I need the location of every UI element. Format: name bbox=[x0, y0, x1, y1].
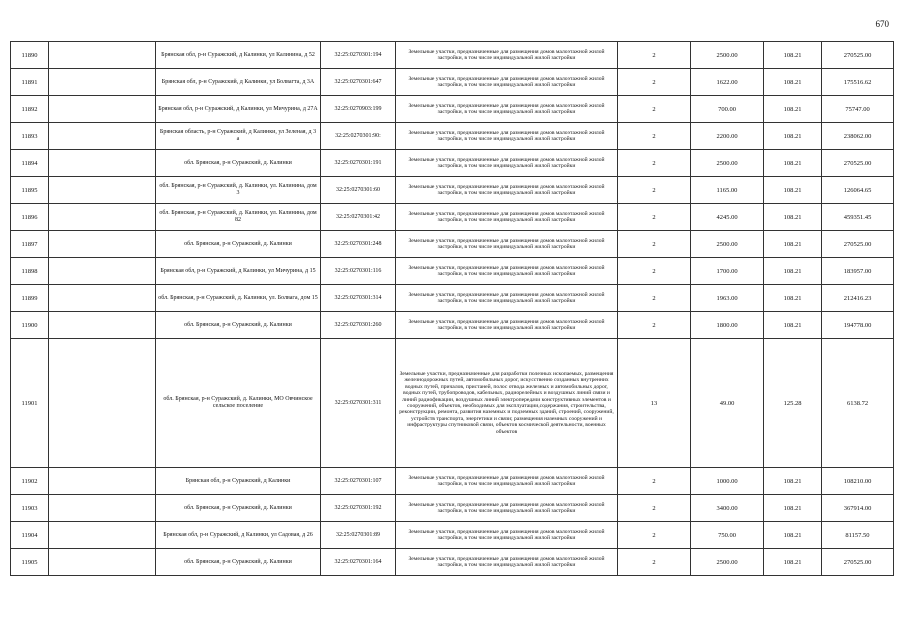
empty-cell bbox=[49, 549, 156, 576]
specific-value-cell: 125.28 bbox=[764, 339, 822, 468]
land-use-cell: Земельные участки, предназначенные для размещения домов малоэтажной жилой застройки, в том числе индивидуальной жилой застройки bbox=[396, 495, 618, 522]
table-row bbox=[11, 231, 894, 258]
cadastral-number-cell: 32:25:0270301:42 bbox=[321, 204, 396, 231]
specific-value-cell: 108.21 bbox=[764, 150, 822, 177]
cadastral-number-cell: 32:25:0270301:116 bbox=[321, 258, 396, 285]
area-cell: 1963.00 bbox=[691, 285, 764, 312]
table-row bbox=[11, 177, 894, 204]
address-cell: Брянская обл, р-н Суражский, д Калинки, ул Садовая, д 26 bbox=[156, 522, 321, 549]
cadastral-number-cell: 32:25:0270903:199 bbox=[321, 96, 396, 123]
row-number-cell: 11893 bbox=[11, 123, 49, 150]
cadastral-value-cell: 367914.00 bbox=[822, 495, 894, 522]
address-cell: Брянская обл, р-н Суражский, д Калинки, ул Мичурина, д 15 bbox=[156, 258, 321, 285]
cadastral-value-cell: 81157.50 bbox=[822, 522, 894, 549]
land-use-cell: Земельные участки, предназначенные для размещения домов малоэтажной жилой застройки, в том числе индивидуальной жилой застройки bbox=[396, 150, 618, 177]
address-cell: обл. Брянская, р-н Суражский, д. Калинки, ул. Калинина, дом 3 bbox=[156, 177, 321, 204]
cadastral-number-cell: 32:25:0270301:194 bbox=[321, 42, 396, 69]
land-use-cell: Земельные участки, предназначенные для разработки полезных ископаемых, размещения железнодорожных путей, автомобильных дорог, искусственно созданных внутренних водных путей, причалов, пристаней, полос отвода железных и автомобильных дорог, водных путей, трубопроводов, кабельных, радиорелейных и воздушных линий связи и линий радиофикации, воздушных линий электропередачи конструктивных элементов и сооружений, объектов, необходимых для эксплуатации,содержания, строительства, реконструкции, ремонта, развития наземных и подземных зданий, строений, сооружений, устройств транспорта, энергетики и связи; размещения наземных сооружений и инфраструктуры спутниковой связи, объектов космической деятельности, военных объектов bbox=[396, 339, 618, 468]
empty-cell bbox=[49, 468, 156, 495]
land-use-cell: Земельные участки, предназначенные для размещения домов малоэтажной жилой застройки, в том числе индивидуальной жилой застройки bbox=[396, 285, 618, 312]
specific-value-cell: 108.21 bbox=[764, 69, 822, 96]
empty-cell bbox=[49, 96, 156, 123]
specific-value-cell: 108.21 bbox=[764, 549, 822, 576]
use-group-cell: 2 bbox=[618, 285, 691, 312]
cadastral-value-table bbox=[10, 41, 894, 576]
table-row bbox=[11, 258, 894, 285]
empty-cell bbox=[49, 495, 156, 522]
area-cell: 1800.00 bbox=[691, 312, 764, 339]
cadastral-value-cell: 183957.00 bbox=[822, 258, 894, 285]
land-use-cell: Земельные участки, предназначенные для размещения домов малоэтажной жилой застройки, в том числе индивидуальной жилой застройки bbox=[396, 96, 618, 123]
table-row bbox=[11, 123, 894, 150]
address-cell: обл. Брянская, р-н Суражский, д. Калинки bbox=[156, 231, 321, 258]
empty-cell bbox=[49, 522, 156, 549]
specific-value-cell: 108.21 bbox=[764, 231, 822, 258]
cadastral-value-cell: 6138.72 bbox=[822, 339, 894, 468]
area-cell: 1000.00 bbox=[691, 468, 764, 495]
empty-cell bbox=[49, 177, 156, 204]
cadastral-value-cell: 194778.00 bbox=[822, 312, 894, 339]
specific-value-cell: 108.21 bbox=[764, 177, 822, 204]
use-group-cell: 2 bbox=[618, 42, 691, 69]
cadastral-number-cell: 32:25:0270301:311 bbox=[321, 339, 396, 468]
land-use-cell: Земельные участки, предназначенные для размещения домов малоэтажной жилой застройки, в том числе индивидуальной жилой застройки bbox=[396, 468, 618, 495]
specific-value-cell: 108.21 bbox=[764, 495, 822, 522]
use-group-cell: 2 bbox=[618, 204, 691, 231]
use-group-cell: 2 bbox=[618, 258, 691, 285]
use-group-cell: 2 bbox=[618, 522, 691, 549]
land-use-cell: Земельные участки, предназначенные для размещения домов малоэтажной жилой застройки, в том числе индивидуальной жилой застройки bbox=[396, 312, 618, 339]
cadastral-number-cell: 32:25:0270301:314 bbox=[321, 285, 396, 312]
use-group-cell: 2 bbox=[618, 96, 691, 123]
cadastral-number-cell: 32:25:0270301:647 bbox=[321, 69, 396, 96]
table-row bbox=[11, 339, 894, 468]
row-number-cell: 11900 bbox=[11, 312, 49, 339]
empty-cell bbox=[49, 231, 156, 258]
row-number-cell: 11901 bbox=[11, 339, 49, 468]
use-group-cell: 2 bbox=[618, 495, 691, 522]
cadastral-number-cell: 32:25:0270301:90: bbox=[321, 123, 396, 150]
row-number-cell: 11905 bbox=[11, 549, 49, 576]
area-cell: 49.00 bbox=[691, 339, 764, 468]
cadastral-value-cell: 108210.00 bbox=[822, 468, 894, 495]
table-row bbox=[11, 495, 894, 522]
land-use-cell: Земельные участки, предназначенные для размещения домов малоэтажной жилой застройки, в том числе индивидуальной жилой застройки bbox=[396, 231, 618, 258]
address-cell: Брянская обл, р-н Суражский, д Калинки, ул Болвагта, д 3А bbox=[156, 69, 321, 96]
area-cell: 1622.00 bbox=[691, 69, 764, 96]
row-number-cell: 11895 bbox=[11, 177, 49, 204]
use-group-cell: 13 bbox=[618, 339, 691, 468]
area-cell: 1165.00 bbox=[691, 177, 764, 204]
use-group-cell: 2 bbox=[618, 177, 691, 204]
address-cell: обл. Брянская, р-н Суражский, д. Калинки, ул. Калинина, дом 82 bbox=[156, 204, 321, 231]
cadastral-number-cell: 32:25:0270301:192 bbox=[321, 495, 396, 522]
land-use-cell: Земельные участки, предназначенные для размещения домов малоэтажной жилой застройки, в том числе индивидуальной жилой застройки bbox=[396, 258, 618, 285]
specific-value-cell: 108.21 bbox=[764, 204, 822, 231]
cadastral-number-cell: 32:25:0270301:248 bbox=[321, 231, 396, 258]
land-use-cell: Земельные участки, предназначенные для размещения домов малоэтажной жилой застройки, в том числе индивидуальной жилой застройки bbox=[396, 42, 618, 69]
page-number: 670 bbox=[875, 19, 889, 29]
land-use-cell: Земельные участки, предназначенные для размещения домов малоэтажной жилой застройки, в том числе индивидуальной жилой застройки bbox=[396, 549, 618, 576]
row-number-cell: 11899 bbox=[11, 285, 49, 312]
cadastral-number-cell: 32:25:0270301:191 bbox=[321, 150, 396, 177]
cadastral-value-cell: 238062.00 bbox=[822, 123, 894, 150]
table-row bbox=[11, 285, 894, 312]
land-use-cell: Земельные участки, предназначенные для размещения домов малоэтажной жилой застройки, в том числе индивидуальной жилой застройки bbox=[396, 177, 618, 204]
specific-value-cell: 108.21 bbox=[764, 258, 822, 285]
table-row bbox=[11, 468, 894, 495]
row-number-cell: 11892 bbox=[11, 96, 49, 123]
cadastral-number-cell: 32:25:0270301:164 bbox=[321, 549, 396, 576]
use-group-cell: 2 bbox=[618, 150, 691, 177]
row-number-cell: 11894 bbox=[11, 150, 49, 177]
cadastral-value-cell: 270525.00 bbox=[822, 231, 894, 258]
area-cell: 4245.00 bbox=[691, 204, 764, 231]
row-number-cell: 11890 bbox=[11, 42, 49, 69]
land-use-cell: Земельные участки, предназначенные для размещения домов малоэтажной жилой застройки, в том числе индивидуальной жилой застройки bbox=[396, 522, 618, 549]
address-cell: обл. Брянская, р-н Суражский, д. Калинки bbox=[156, 312, 321, 339]
specific-value-cell: 108.21 bbox=[764, 123, 822, 150]
row-number-cell: 11891 bbox=[11, 69, 49, 96]
row-number-cell: 11902 bbox=[11, 468, 49, 495]
address-cell: Брянская обл, р-н Суражский, д Калинки, ул Мичурина, д 27А bbox=[156, 96, 321, 123]
cadastral-value-cell: 270525.00 bbox=[822, 42, 894, 69]
table-row bbox=[11, 312, 894, 339]
use-group-cell: 2 bbox=[618, 468, 691, 495]
table-row bbox=[11, 42, 894, 69]
address-cell: Брянская обл, р-н Суражский, д Калинки, ул Калинина, д 52 bbox=[156, 42, 321, 69]
empty-cell bbox=[49, 204, 156, 231]
table-body bbox=[11, 42, 894, 576]
area-cell: 1700.00 bbox=[691, 258, 764, 285]
address-cell: Брянская обл, р-н Суражский, д Калинки bbox=[156, 468, 321, 495]
address-cell: обл. Брянская, р-н Суражский, д. Калинки bbox=[156, 549, 321, 576]
empty-cell bbox=[49, 285, 156, 312]
cadastral-number-cell: 32:25:0270301:60 bbox=[321, 177, 396, 204]
row-number-cell: 11897 bbox=[11, 231, 49, 258]
cadastral-value-cell: 459351.45 bbox=[822, 204, 894, 231]
area-cell: 750.00 bbox=[691, 522, 764, 549]
area-cell: 2500.00 bbox=[691, 150, 764, 177]
row-number-cell: 11904 bbox=[11, 522, 49, 549]
cadastral-value-cell: 126064.65 bbox=[822, 177, 894, 204]
address-cell: обл. Брянская, р-н Суражский, д. Калинки, МО Овчинское сельское поселение bbox=[156, 339, 321, 468]
area-cell: 2500.00 bbox=[691, 549, 764, 576]
specific-value-cell: 108.21 bbox=[764, 468, 822, 495]
cadastral-value-cell: 270525.00 bbox=[822, 150, 894, 177]
cadastral-number-cell: 32:25:0270301:107 bbox=[321, 468, 396, 495]
area-cell: 2500.00 bbox=[691, 231, 764, 258]
land-use-cell: Земельные участки, предназначенные для размещения домов малоэтажной жилой застройки, в том числе индивидуальной жилой застройки bbox=[396, 69, 618, 96]
use-group-cell: 2 bbox=[618, 123, 691, 150]
cadastral-value-cell: 270525.00 bbox=[822, 549, 894, 576]
row-number-cell: 11898 bbox=[11, 258, 49, 285]
area-cell: 700.00 bbox=[691, 96, 764, 123]
row-number-cell: 11903 bbox=[11, 495, 49, 522]
table-row bbox=[11, 522, 894, 549]
empty-cell bbox=[49, 69, 156, 96]
address-cell: обл. Брянская, р-н Суражский, д. Калинки, ул. Болвага, дом 15 bbox=[156, 285, 321, 312]
empty-cell bbox=[49, 258, 156, 285]
use-group-cell: 2 bbox=[618, 312, 691, 339]
empty-cell bbox=[49, 42, 156, 69]
specific-value-cell: 108.21 bbox=[764, 96, 822, 123]
specific-value-cell: 108.21 bbox=[764, 522, 822, 549]
use-group-cell: 2 bbox=[618, 69, 691, 96]
specific-value-cell: 108.21 bbox=[764, 42, 822, 69]
cadastral-value-cell: 175516.62 bbox=[822, 69, 894, 96]
cadastral-number-cell: 32:25:0270301:89 bbox=[321, 522, 396, 549]
table-row bbox=[11, 150, 894, 177]
specific-value-cell: 108.21 bbox=[764, 312, 822, 339]
land-use-cell: Земельные участки, предназначенные для размещения домов малоэтажной жилой застройки, в том числе индивидуальной жилой застройки bbox=[396, 204, 618, 231]
area-cell: 2500.00 bbox=[691, 42, 764, 69]
empty-cell bbox=[49, 123, 156, 150]
row-number-cell: 11896 bbox=[11, 204, 49, 231]
area-cell: 2200.00 bbox=[691, 123, 764, 150]
table-row bbox=[11, 69, 894, 96]
table-row bbox=[11, 96, 894, 123]
address-cell: обл. Брянская, р-н Суражский, д. Калинки bbox=[156, 150, 321, 177]
cadastral-value-cell: 212416.23 bbox=[822, 285, 894, 312]
empty-cell bbox=[49, 312, 156, 339]
cadastral-number-cell: 32:25:0270301:260 bbox=[321, 312, 396, 339]
table-row bbox=[11, 204, 894, 231]
land-use-cell: Земельные участки, предназначенные для размещения домов малоэтажной жилой застройки, в том числе индивидуальной жилой застройки bbox=[396, 123, 618, 150]
use-group-cell: 2 bbox=[618, 549, 691, 576]
cadastral-value-cell: 75747.00 bbox=[822, 96, 894, 123]
empty-cell bbox=[49, 339, 156, 468]
empty-cell bbox=[49, 150, 156, 177]
specific-value-cell: 108.21 bbox=[764, 285, 822, 312]
address-cell: обл. Брянская, р-н Суражский, д. Калинки bbox=[156, 495, 321, 522]
use-group-cell: 2 bbox=[618, 231, 691, 258]
address-cell: Брянская область, р-н Суражский, д Калинки, ул Зеленая, д 3 а bbox=[156, 123, 321, 150]
area-cell: 3400.00 bbox=[691, 495, 764, 522]
table-row bbox=[11, 549, 894, 576]
